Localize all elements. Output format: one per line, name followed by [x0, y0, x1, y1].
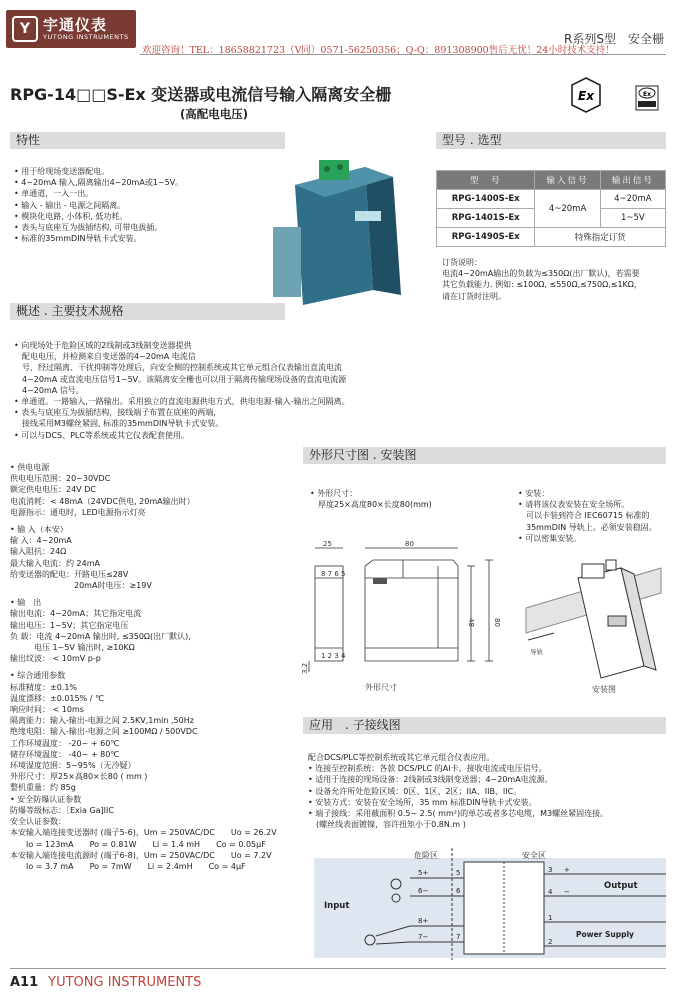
brand-name-cn: 宇通仪表 — [43, 15, 108, 34]
order-note-line: 其它负载能力. 例如: ≤100Ω, ≤550Ω,≤750Ω,≤1KΩ， — [442, 280, 642, 290]
application-line: • 适用于连接的现场设备：2线制或3线制变送器；4~20mA电流源。 — [308, 775, 553, 785]
application-line: 配合DCS/PLC等控制系统或其它单元组合仪表应用。 — [308, 753, 495, 762]
input-label: Input — [324, 901, 350, 911]
size-spec — [310, 488, 432, 510]
application-line: (螺丝线表面镀镍，容许扭矩小于0.8N.m ) — [308, 820, 466, 830]
safe-zone-label: 安全区 — [522, 851, 546, 860]
hotline: 欢迎咨询！TEL：18658821723（V同）0571-56250356；Q-Q：891308900售后无忧！24小时技术支持！ — [142, 45, 615, 56]
spec-line: 电源指示：通电时，LED电源指示灯亮 — [10, 507, 146, 517]
col-input: 输入信号 — [535, 171, 600, 190]
overview-line: • 表头与底座互为拔插结构，接线端子布置在底座的两端， — [14, 408, 222, 418]
output-cell: 1~5V — [600, 209, 665, 228]
svg-text:Ex: Ex — [643, 91, 651, 98]
feature-item: • 标准的35mmDIN导轨卡式安装。 — [14, 233, 183, 244]
plus-sign: + — [564, 866, 570, 874]
features-list — [14, 166, 183, 244]
barrier-terminal-4: 4 — [548, 888, 553, 896]
install-line: 可以卡装到符合 IEC60715 标准的 — [518, 511, 650, 521]
spec-line: 防爆等级标志：［Exia Ga]IIC — [10, 805, 114, 815]
special-cell: 特殊指定订货 — [535, 228, 666, 247]
model-cell: RPG-1490S-Ex — [437, 228, 535, 247]
barrier-terminal-5: 5 — [456, 869, 461, 877]
spec-line: 本安输入端连接变送器时 (端子5-6)，Um = 250VAC/DC Uo = 26.2V — [10, 828, 277, 838]
spec-line: 供电电压范围：20~30VDC — [10, 474, 111, 484]
feature-item: • 4~20mA 输入,隔离输出4~20mA或1~5V。 — [14, 177, 183, 188]
minus-sign: − — [564, 888, 570, 896]
install-line: • 请将该仪表安装在安全场所。 — [518, 500, 630, 510]
overview-line: • 单通道。一路输入,一路输出。采用独立的直流电源供电方式，供电电源-输入-输出之间隔离。 — [14, 397, 350, 407]
terminal-8: 8+ — [418, 917, 429, 925]
application-text — [308, 752, 608, 830]
spec-line: • 输 出 — [10, 598, 42, 608]
spec-line: 额定供电电压：24V DC — [10, 485, 96, 495]
dim-width: 25 — [323, 540, 332, 548]
output-label: Output — [604, 881, 638, 891]
application-line: • 端子接线：采用截面积 0.5~ 2.5( mm²)的单芯或者多芯电缆，M3螺丝紧固连接。 — [308, 809, 609, 819]
size-value: 厚度25×高度80×长度80(mm) — [318, 500, 432, 510]
ex-certification-icon — [570, 76, 668, 116]
spec-line: 输 入：4~20mA — [10, 536, 72, 546]
overview-line: • 向现场处于危险区域的2线制或3线制变送器提供 — [14, 341, 192, 350]
product-photo — [255, 155, 420, 310]
spec-line: 响应时间： < 10ms — [10, 705, 84, 715]
spec-line: 储存环境温度： -40~ + 80℃ — [10, 749, 120, 759]
order-note-line: 电流4~20mA输出的负载为≤350Ω(出厂默认)，若需要 — [442, 269, 640, 279]
spec-line: • 供电电源 — [10, 463, 50, 472]
spec-line: 环境湿度范围：5~95%（无冷疑） — [10, 761, 136, 771]
spec-line: 温度漂移：±0.015% / ℃ — [10, 693, 104, 703]
danger-zone-label: 危险区 — [414, 851, 438, 860]
features-heading: 特性 — [10, 132, 285, 149]
spec-line: • 输 入（本安） — [10, 525, 68, 535]
svg-text:Ex: Ex — [578, 89, 594, 103]
spec-line: 整机重量：约 85g — [10, 783, 76, 793]
barrier-terminal-2: 2 — [548, 938, 553, 946]
feature-item: • 模块化电路, 小体积, 低功耗。 — [14, 211, 183, 222]
spec-line: 最大输入电流：约 24mA — [10, 558, 100, 568]
spec-list — [10, 462, 277, 872]
feature-item: • 输入 - 输出 - 电源之间隔离。 — [14, 200, 183, 211]
terminal-label-top: 8 7 6 5 — [321, 570, 346, 578]
spec-line: • 安全防爆认证参数 — [10, 794, 82, 804]
order-note-line: 请在订货时注明。 — [442, 291, 506, 301]
spec-line: 输出电流：4~20mA；其它指定电流 — [10, 609, 142, 619]
overview-heading: 概述 . 主要技术规格 — [10, 303, 285, 320]
overview-line: 接线采用M3螺丝紧固, 标准的35mmDIN导轨卡式安装。 — [14, 419, 224, 429]
barrier-terminal-3: 3 — [548, 866, 553, 874]
col-output: 输出信号 — [600, 171, 665, 190]
order-note-line: 订货说明： — [442, 258, 482, 267]
feature-item: • 用于给现场变送器配电。 — [14, 166, 183, 177]
footer — [10, 975, 201, 990]
brand-logo — [6, 10, 136, 48]
spec-line: 给变送器的配电：开路电压≤28V — [10, 569, 129, 579]
spec-line: 隔离能力：输入-输出-电源之间 2.5KV,1min ,50Hz — [10, 716, 194, 726]
barrier-terminal-7: 7 — [456, 933, 461, 941]
footer-brand: YUTONG INSTRUMENTS — [48, 975, 202, 990]
brand-name-en: YUTONG INSTRUMENTS — [43, 32, 129, 41]
application-line: • 设备允许所处危险区域：0区、1区、2区；IIA、IIB、IIC。 — [308, 786, 522, 796]
spec-line: 20mA时电压：≥19V — [10, 581, 152, 591]
install-line: 35mmDIN 导轨上。必须安装稳固。 — [518, 522, 657, 532]
size-label: • 外形尺寸： — [310, 489, 358, 498]
selection-table — [436, 170, 666, 247]
feature-item: • 表头与底座互为拔插结构, 可带电拔插。 — [14, 222, 183, 233]
overview-line: 号，经过隔离、干扰抑制等处理后，向安全侧的控制系统或其它单元组合仪表输出直流电流 — [14, 363, 342, 373]
install-line: • 安装： — [518, 489, 550, 498]
model-cell: RPG-1400S-Ex — [437, 190, 535, 209]
power-supply-label: Power Supply — [576, 930, 634, 939]
terminal-label-bottom: 1 2 3 4 — [321, 652, 346, 660]
model-cell: RPG-1401S-Ex — [437, 209, 535, 228]
rail-label: 导轨 — [530, 648, 543, 656]
dim-height: 80 — [493, 618, 501, 627]
install-line: • 可以密集安装。 — [518, 533, 582, 543]
footer-rule — [10, 968, 666, 969]
spec-line: 电流消耗：< 48mA（24VDC供电, 20mA输出时） — [10, 496, 195, 506]
spec-line: 绝缘电阻：输入-输出-电源之间 ≥100MΩ / 500VDC — [10, 727, 198, 737]
terminal-6: 6− — [418, 887, 429, 895]
series-tag: R系列S型 安全栅 — [564, 32, 664, 46]
selection-heading: 型号 . 选型 — [436, 132, 666, 149]
input-cell: 4~20mA — [535, 190, 600, 228]
dim-length: 80 — [405, 540, 414, 548]
spec-line: 输出电压：1~5V；其它指定电压 — [10, 620, 129, 630]
barrier-terminal-1: 1 — [548, 914, 553, 922]
application-line: • 安装方式：安装在安全场所，35 mm 标准DIN导轨卡式安装。 — [308, 797, 537, 807]
overview-text — [14, 340, 350, 441]
order-note — [442, 257, 642, 302]
output-cell: 4~20mA — [600, 190, 665, 209]
spec-line: 工作环境温度： -20~ + 60℃ — [10, 738, 120, 748]
spec-line: 负 载：电流 4~20mA 输出时, ≤350Ω(出厂默认), — [10, 631, 191, 641]
spec-line: Io = 3.7 mA Po = 7mW Li = 2.4mH Co = 4μF — [10, 861, 246, 871]
application-line: • 连接至控制系统：各款 DCS/PLC 的AI卡。接收电流或电压信号。 — [308, 764, 547, 774]
install-caption: 安装图 — [592, 685, 616, 694]
spec-line: 标准精度：±0.1% — [10, 682, 78, 692]
page-title: RPG-14□□S-Ex 变送器或电流信号输入隔离安全栅 — [10, 85, 392, 104]
page-number: A11 — [10, 975, 39, 990]
spec-line: 输入阻抗：24Ω — [10, 547, 67, 557]
install-notes — [518, 488, 657, 544]
col-model: 型 号 — [437, 171, 535, 190]
page-subtitle: (高配电电压) — [180, 107, 249, 121]
overview-line: • 可以与DCS、PLC等系统或其它仪表配套使用。 — [14, 430, 189, 440]
spec-line: 本安输入端连接电流源时 (端子6-8)，Um = 250VAC/DC Uo = 7.2V — [10, 850, 272, 860]
overview-line: 配电电压，并检测来自变送器的4~20mA 电流信 — [14, 352, 196, 362]
dim-48: 48 — [467, 618, 475, 627]
application-heading: 应用 . 子接线图 — [303, 717, 666, 734]
spec-line: 外形尺寸：厚25×高80×长80 ( mm ) — [10, 772, 148, 782]
overview-line: 4~20mA 信号。 — [14, 385, 84, 395]
feature-item: • 单通道，一入一出。 — [14, 188, 183, 199]
dimension-drawing — [303, 538, 533, 698]
spec-line: 输出纹波： < 10mV p-p — [10, 654, 101, 664]
spec-line: Io = 123mA Po = 0.81W Li = 1.4 mH Co = 0.05μF — [10, 839, 266, 849]
spec-line: • 综合通用参数 — [10, 671, 66, 681]
dimensions-heading: 外形尺寸图 . 安装图 — [303, 447, 666, 464]
terminal-5: 5+ — [418, 869, 429, 877]
dim-3-2: 3.2 — [301, 662, 309, 674]
spec-line: 安全认证参数： — [10, 817, 66, 827]
spec-line: 电压 1~5V 输出时, ≥10KΩ — [10, 643, 135, 653]
wiring-diagram — [314, 848, 666, 960]
logo-mark-icon: Y — [12, 16, 38, 42]
overview-line: 4~20mA 或直流电压信号1~5V。该隔离安全栅也可以用于隔离传输现场设备的直流电流源 — [14, 374, 347, 384]
barrier-terminal-6: 6 — [456, 887, 461, 895]
installation-drawing — [516, 548, 668, 698]
dimension-caption: 外形尺寸 — [365, 683, 397, 692]
terminal-7: 7− — [418, 933, 429, 941]
